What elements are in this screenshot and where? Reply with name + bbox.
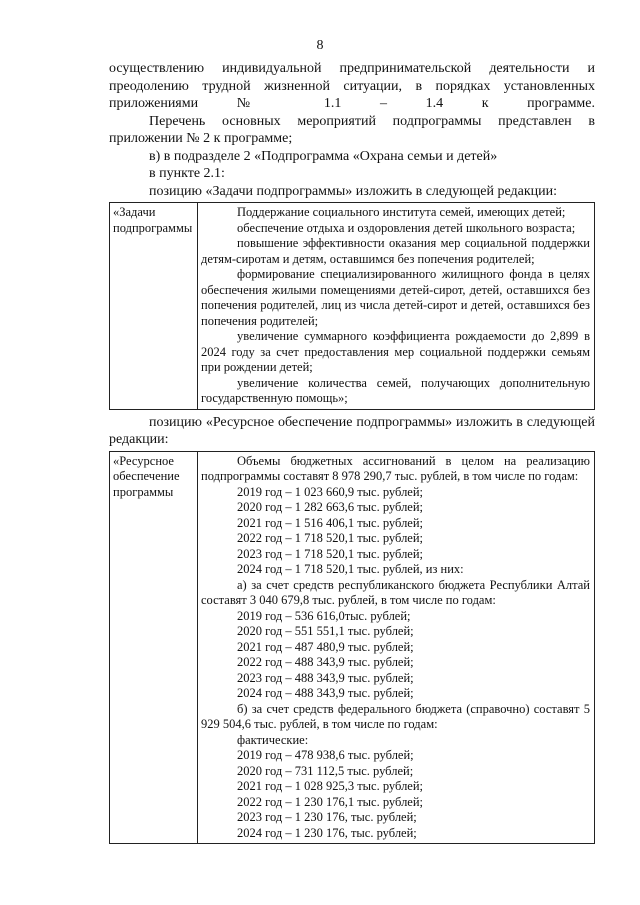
tasks-label: «Задачи подпрограммы bbox=[110, 203, 198, 410]
document-body bbox=[109, 60, 595, 844]
total-year-row: 2019 год – 1 023 660,9 тыс. рублей; bbox=[237, 484, 424, 499]
federal-year-row: 2023 год – 1 230 176, тыс. рублей; bbox=[237, 810, 417, 824]
resources-content bbox=[198, 451, 595, 844]
paragraph-1: осуществлению индивидуальной предпринимательской деятельности и преодолению трудной жизненной ситуации, в порядках установленных приложениями № 1.1 – 1.4 к программе. bbox=[109, 61, 595, 111]
total-year-row: 2022 год – 1 718 520,1 тыс. рублей; bbox=[237, 531, 424, 545]
page-number: 8 bbox=[316, 38, 324, 53]
resources-label: «Ресурсное обеспечение программы bbox=[110, 451, 198, 844]
federal-year-row: 2021 год – 1 028 925,3 тыс. рублей; bbox=[237, 779, 424, 793]
regional-year-row: 2024 год – 488 343,9 тыс. рублей; bbox=[237, 686, 414, 700]
regional-budget-intro: а) за счет средств республиканского бюджета Республики Алтай составят 3 040 679,8 тыс. рублей, в том числе по годам: bbox=[201, 577, 590, 607]
regional-year-row: 2020 год – 551 551,1 тыс. рублей; bbox=[237, 624, 414, 638]
resources-table bbox=[109, 451, 595, 845]
federal-budget-intro: б) за счет средств федерального бюджета (справочно) составят 5 929 504,6 тыс. рублей, в том числе по годам: bbox=[201, 701, 590, 731]
federal-year-row: 2022 год – 1 230 176,1 тыс. рублей; bbox=[237, 794, 424, 809]
federal-year-row: 2019 год – 478 938,6 тыс. рублей; bbox=[237, 748, 414, 762]
task-item: увеличение количества семей, получающих дополнительную государственную помощь»; bbox=[201, 375, 590, 405]
task-item: повышение эффективности оказания мер социальной поддержки детям-сиротам и детям, оставшимся без попечения родителей; bbox=[201, 236, 590, 266]
federal-year-row: 2024 год – 1 230 176, тыс. рублей; bbox=[237, 825, 417, 840]
regional-year-row: 2019 год – 536 616,0тыс. рублей; bbox=[237, 608, 411, 623]
total-year-row: 2021 год – 1 516 406,1 тыс. рублей; bbox=[237, 515, 424, 530]
tasks-content bbox=[198, 203, 595, 410]
federal-subheading: фактические: bbox=[237, 732, 309, 747]
regional-year-row: 2022 год – 488 343,9 тыс. рублей; bbox=[237, 655, 414, 669]
paragraph-3: в) в подразделе 2 «Подпрограмма «Охрана семьи и детей» bbox=[149, 148, 498, 164]
paragraph-6: позицию «Ресурсное обеспечение подпрограммы» изложить в следующей редакции: bbox=[109, 414, 595, 447]
task-item: обеспечение отдыха и оздоровления детей школьного возраста; bbox=[237, 220, 576, 235]
total-year-row: 2024 год – 1 718 520,1 тыс. рублей, из них: bbox=[237, 562, 464, 576]
task-item: Поддержание социального института семей, имеющих детей; bbox=[237, 205, 566, 219]
task-item: увеличение суммарного коэффициента рождаемости до 2,899 в 2024 году за счет предоставления мер социальной поддержки семьям при рождении детей; bbox=[201, 329, 590, 374]
total-year-row: 2023 год – 1 718 520,1 тыс. рублей; bbox=[237, 546, 424, 561]
regional-year-row: 2023 год – 488 343,9 тыс. рублей; bbox=[237, 670, 414, 685]
task-item: формирование специализированного жилищного фонда в целях обеспечения жилыми помещениями детей-сирот, детей, оставшихся без попечения родителей, лиц из числа детей-сирот и детей, оставшихся без попечения родителей; bbox=[201, 267, 590, 328]
paragraph-2: Перечень основных мероприятий подпрограммы представлен в приложении № 2 к программе; bbox=[109, 113, 595, 146]
paragraph-4: в пункте 2.1: bbox=[149, 166, 225, 181]
tasks-table bbox=[109, 202, 595, 410]
paragraph-5: позицию «Задачи подпрограммы» изложить в следующей редакции: bbox=[149, 183, 558, 199]
total-year-row: 2020 год – 1 282 663,6 тыс. рублей; bbox=[237, 500, 424, 514]
resources-intro: Объемы бюджетных ассигнований в целом на реализацию подпрограммы составят 8 978 290,7 тыс. рублей, в том числе по годам: bbox=[201, 453, 590, 483]
federal-year-row: 2020 год – 731 112,5 тыс. рублей; bbox=[237, 763, 414, 778]
regional-year-row: 2021 год – 487 480,9 тыс. рублей; bbox=[237, 639, 414, 654]
